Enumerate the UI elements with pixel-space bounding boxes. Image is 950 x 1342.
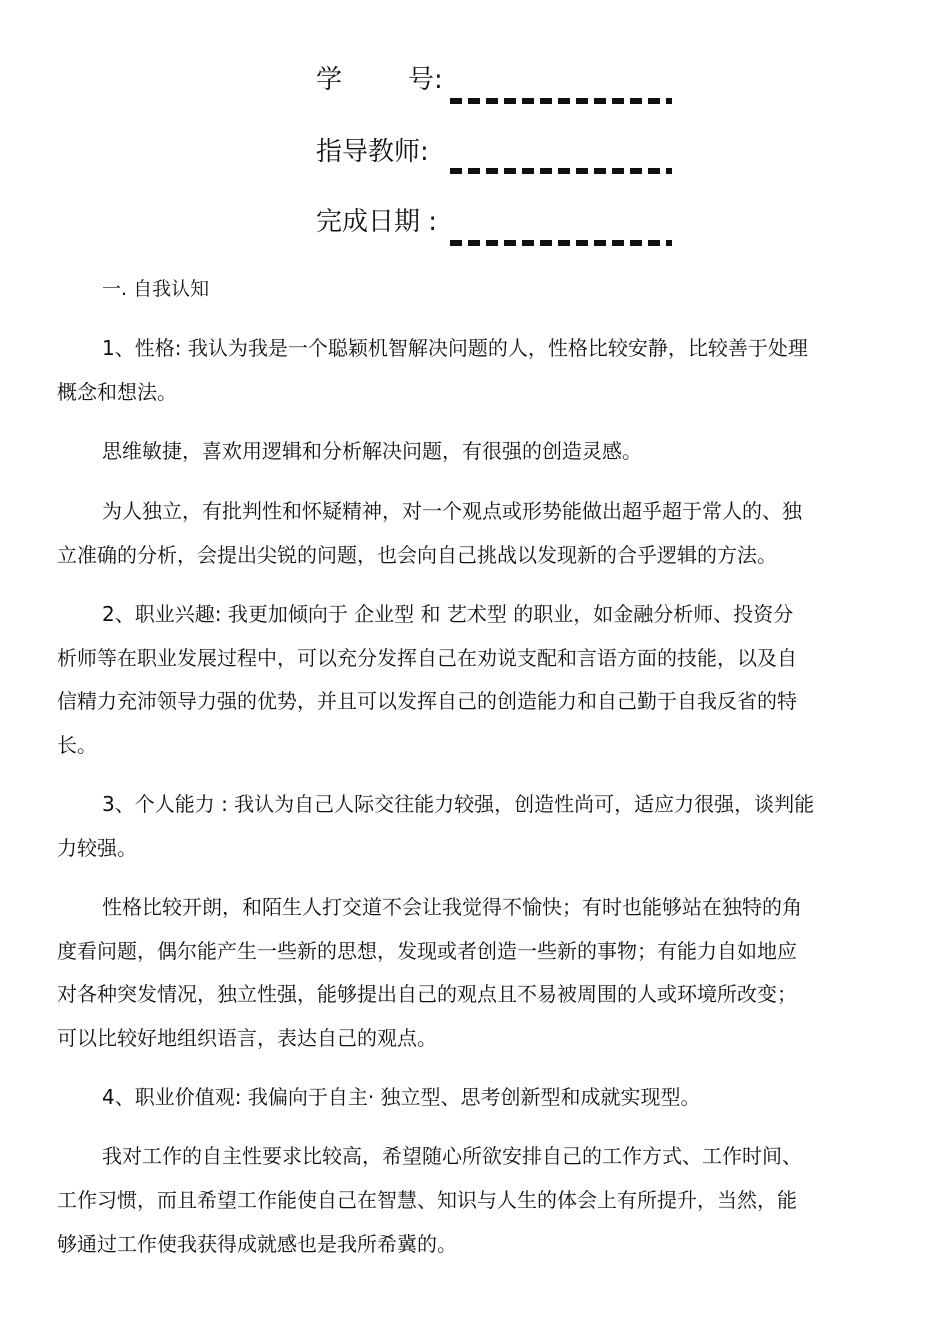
paragraph-line: 可以比较好地组织语言，表达自己的观点。 [57, 1026, 437, 1050]
paragraph-line: 性格比较开朗，和陌生人打交道不会让我觉得不愉快；有时也能够站在独特的角 [102, 895, 802, 919]
paragraph-line: 信精力充沛领导力强的优势，并且可以发挥自己的创造能力和自己勤于自我反省的特 [57, 689, 797, 713]
advisor-blank [450, 168, 672, 174]
paragraph-line: 概念和想法。 [57, 380, 177, 404]
paragraph-line: 长。 [57, 733, 97, 757]
paragraph-line: 析师等在职业发展过程中，可以充分发挥自己在劝说支配和言语方面的技能，以及自 [57, 646, 797, 670]
completion-date-blank [450, 240, 672, 246]
paragraph-line: 够通过工作使我获得成就感也是我所希冀的。 [57, 1232, 457, 1256]
paragraph-line: 2、职业兴趣: 我更加倾向于 企业型 和 艺术型 的职业，如金融分析师、投资分 [102, 602, 794, 626]
paragraph-line: 对各种突发情况，独立性强，能够提出自己的观点且不易被周围的人或环境所改变； [57, 982, 797, 1006]
student-id-blank [450, 98, 672, 104]
paragraph-line: 思维敏捷，喜欢用逻辑和分析解决问题，有很强的创造灵感。 [102, 439, 642, 463]
completion-date-label: 完成日期 : [316, 207, 438, 237]
paragraph-line: 力较强。 [57, 836, 137, 860]
paragraph-line: 度看问题，偶尔能产生一些新的思想，发现或者创造一些新的事物；有能力自如地应 [57, 939, 797, 963]
completion-date-field [316, 204, 696, 244]
paragraph-line: 1、性格: 我认为我是一个聪颖机智解决问题的人，性格比较安静，比较善于处理 [102, 336, 808, 360]
paragraph-line: 立准确的分析，会提出尖锐的问题，也会向自己挑战以发现新的合乎逻辑的方法。 [57, 543, 777, 567]
paragraph-line: 4、职业价值观: 我偏向于自主· 独立型、思考创新型和成就实现型。 [102, 1085, 701, 1109]
student-id-label: 学 号: [316, 65, 443, 95]
paragraph-line: 工作习惯，而且希望工作能使自己在智慧、知识与人生的体会上有所提升，当然，能 [57, 1188, 797, 1212]
paragraph-line: 3、个人能力 : 我认为自己人际交往能力较强，创造性尚可，适应力很强，谈判能 [102, 792, 815, 816]
advisor-field [316, 134, 696, 174]
student-id-field [316, 62, 696, 102]
paragraph-line: 我对工作的自主性要求比较高，希望随心所欲安排自己的工作方式、工作时间、 [102, 1144, 802, 1168]
paragraph-line: 为人独立，有批判性和怀疑精神，对一个观点或形势能做出超乎超于常人的、独 [102, 499, 802, 523]
advisor-label: 指导教师: [316, 137, 429, 167]
section-heading: 一. 自我认知 [102, 278, 210, 300]
